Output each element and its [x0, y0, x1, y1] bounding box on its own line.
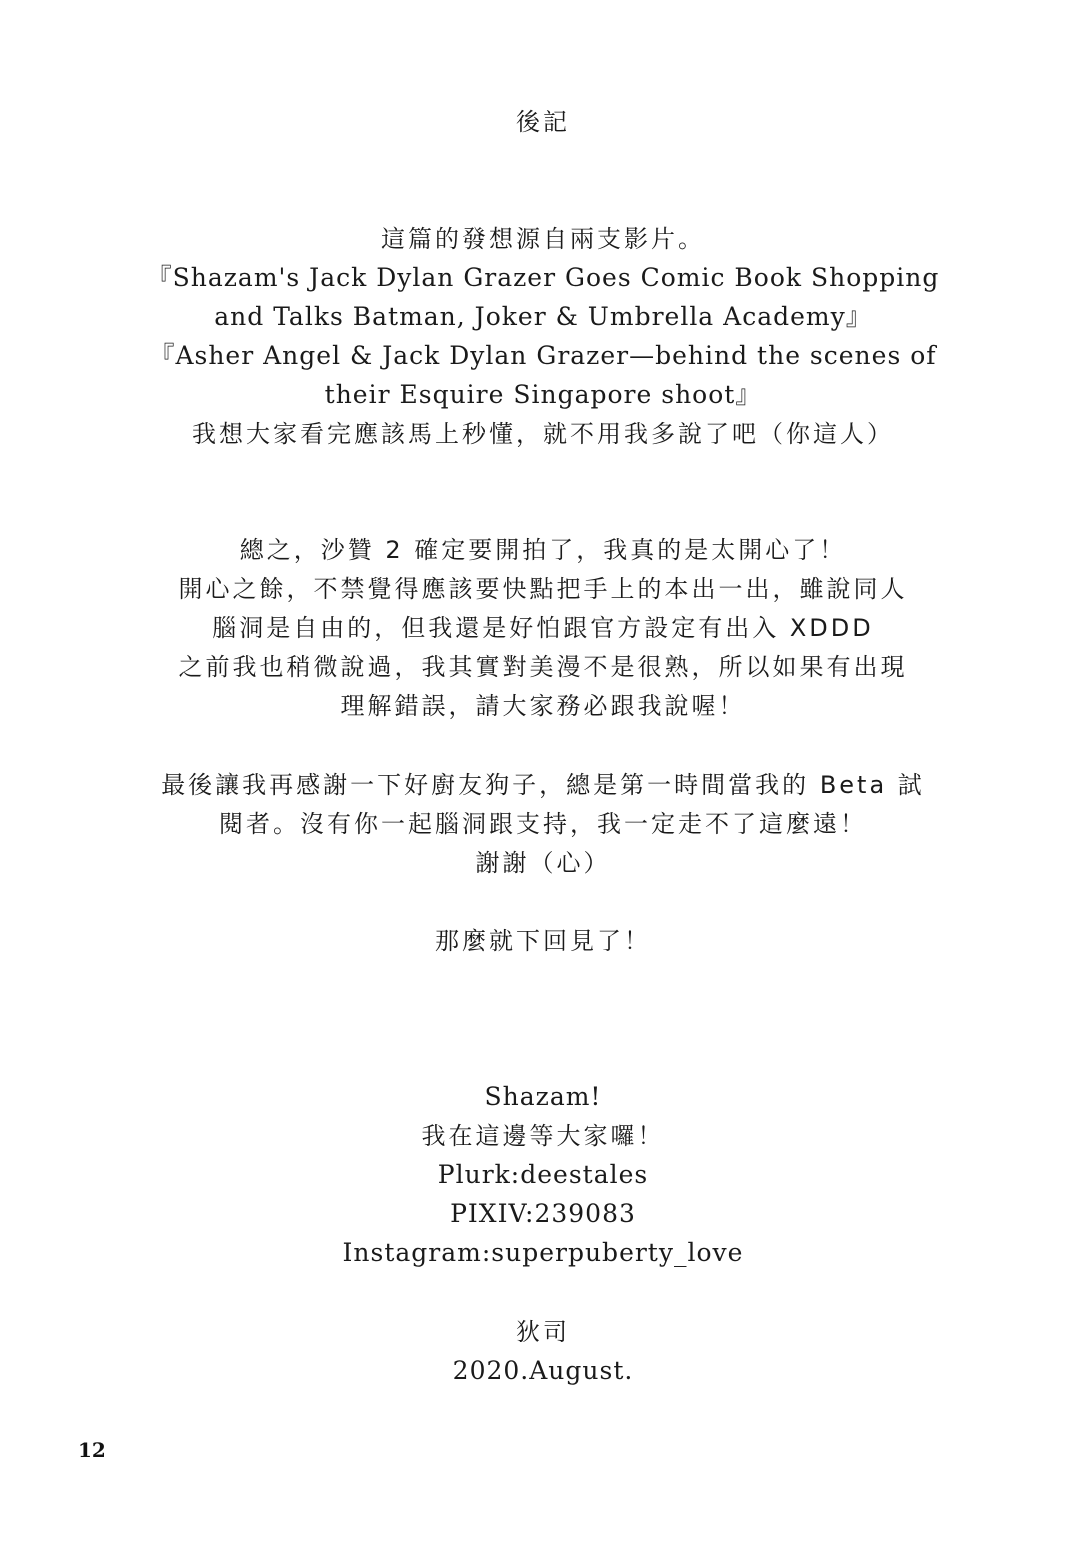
author-signature: 狄司	[516, 1318, 570, 1346]
paragraph-2-line-1: 總之，沙贊 2 確定要開拍了，我真的是太開心了！	[239, 536, 847, 564]
contact-pixiv: PIXIV:239083	[450, 1199, 636, 1228]
farewell-line: 那麼就下回見了！	[435, 927, 651, 955]
video-title-1-line-2: and Talks Batman, Joker & Umbrella Academy』	[214, 302, 872, 331]
inspiration-intro: 這篇的發想源自兩支影片。	[381, 225, 705, 253]
video-title-1-line-1: 『Shazam's Jack Dylan Grazer Goes Comic Book Shopping	[146, 263, 940, 292]
contact-intro: 我在這邊等大家囉！	[421, 1122, 665, 1150]
contact-shazam: Shazam!	[484, 1082, 602, 1111]
paragraph-2-line-2: 開心之餘，不禁覺得應該要快點把手上的本出一出，雖說同人	[178, 575, 908, 603]
contact-instagram: Instagram:superpuberty_love	[342, 1238, 744, 1267]
paragraph-2-line-4: 之前我也稍微說過，我其實對美漫不是很熟，所以如果有出現	[178, 653, 908, 681]
page-number: 12	[78, 1438, 106, 1462]
paragraph-3-line-1: 最後讓我再感謝一下好廚友狗子，總是第一時間當我的 Beta 試	[161, 771, 925, 799]
contact-plurk: Plurk:deestales	[437, 1160, 649, 1189]
video-title-2-line-1: 『Asher Angel & Jack Dylan Grazer—behind the scenes of	[149, 341, 937, 370]
video-title-2-line-2: their Esquire Singapore shoot』	[324, 380, 762, 409]
paragraph-2-line-5: 理解錯誤，請大家務必跟我說喔！	[340, 692, 746, 720]
paragraph-3-line-3: 謝謝（心）	[475, 849, 611, 877]
paragraph-3-line-2: 閱者。沒有你一起腦洞跟支持，我一定走不了這麼遠！	[219, 810, 867, 838]
page-title: 後記	[516, 108, 570, 136]
paragraph-2-line-3: 腦洞是自由的，但我還是好怕跟官方設定有出入 XDDD	[212, 614, 874, 642]
signature-date: 2020.August.	[452, 1356, 634, 1385]
inspiration-outro: 我想大家看完應該馬上秒懂，就不用我多說了吧（你這人）	[192, 420, 894, 448]
